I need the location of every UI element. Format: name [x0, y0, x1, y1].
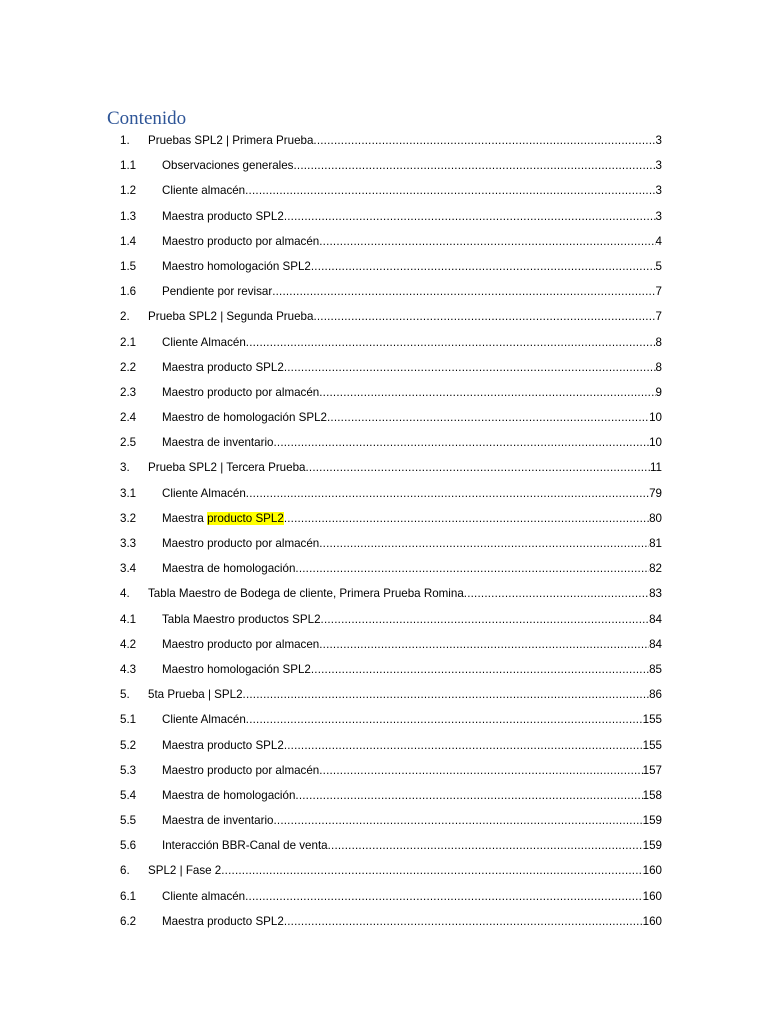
toc-entry[interactable]: [120, 455, 662, 480]
toc-entry-page-number: 155: [642, 738, 662, 752]
toc-entry-title: Maestro producto por almacén: [162, 763, 320, 777]
toc-entry-number: 4.: [120, 587, 130, 601]
toc-entry-number: 1.6: [120, 285, 137, 299]
toc-dot-leader: [319, 229, 655, 254]
toc-entry-title: [162, 506, 284, 531]
toc-entry-title: Tabla Maestro de Bodega de cliente, Primera Prueba Romina: [148, 587, 464, 601]
toc-entry-title: Maestro producto por almacén: [162, 537, 320, 550]
toc-entry-number: 3.1: [120, 486, 137, 500]
toc-entry[interactable]: [120, 304, 662, 329]
toc-entry-number: 5.4: [120, 788, 137, 802]
toc-entry-page-number: 79: [649, 486, 662, 500]
toc-entry-page-number: 7: [655, 285, 662, 299]
toc-entry[interactable]: [120, 632, 662, 657]
toc-entry-title: Cliente almacén: [162, 889, 246, 903]
toc-entry-number: 2.4: [120, 411, 137, 425]
toc-dot-leader: [293, 153, 655, 178]
toc-entry-title: Maestra de inventario: [162, 814, 274, 828]
toc-dot-leader: [284, 506, 649, 531]
toc-entry-page-number: 160: [642, 889, 662, 903]
toc-entry-title: Maestro homologación SPL2: [162, 259, 311, 273]
toc-entry-number: 2.2: [120, 360, 137, 374]
toc-dot-leader: [245, 884, 643, 909]
toc-entry-number: 2.3: [120, 385, 137, 399]
toc-entry-page-number: 81: [649, 537, 662, 550]
toc-entry-page-number: 5: [655, 259, 662, 273]
toc-dot-leader: [313, 304, 655, 329]
toc-dot-leader: [319, 531, 649, 556]
toc-entry-title: 5ta Prueba | SPL2: [148, 688, 243, 702]
toc-dot-leader: [284, 733, 643, 758]
toc-entry-page-number: 157: [642, 763, 662, 777]
toc-dot-leader: [295, 556, 649, 581]
toc-entry-title: Maestro producto por almacén: [162, 385, 320, 399]
toc-entry[interactable]: [120, 330, 662, 355]
toc-entry-title: Cliente almacén: [162, 184, 246, 198]
toc-entry-title: Interacción BBR-Canal de venta: [162, 839, 328, 853]
toc-entry-page-number: 10: [649, 436, 662, 450]
toc-entry[interactable]: [120, 783, 662, 808]
toc-entry-number: 5.5: [120, 814, 137, 828]
toc-entry-page-number: 8: [655, 360, 662, 374]
toc-entry-page-number: 10: [649, 411, 662, 425]
toc-entry-title: Observaciones generales: [162, 159, 294, 173]
toc-entry-title: Maestra producto SPL2: [162, 914, 284, 928]
toc-entry-page-number: 3: [655, 159, 662, 173]
toc-dot-leader: [319, 758, 642, 783]
highlighted-text: producto SPL2: [207, 511, 284, 525]
toc-entry-number: 5.2: [120, 738, 137, 752]
toc-entry[interactable]: [120, 733, 662, 758]
toc-entry[interactable]: [120, 884, 662, 909]
toc-entry-page-number: 3: [655, 209, 662, 223]
toc-entry-title: Maestra producto SPL2: [162, 738, 284, 752]
toc-entry-number: 3.4: [120, 562, 137, 576]
toc-entry[interactable]: [120, 178, 662, 203]
toc-entry[interactable]: [120, 607, 662, 632]
toc-dot-leader: [319, 632, 649, 657]
toc-dot-leader: [284, 355, 656, 380]
toc-entry[interactable]: [120, 682, 662, 707]
toc-dot-leader: [311, 254, 656, 279]
toc-entry-page-number: 3: [655, 134, 662, 147]
toc-dot-leader: [313, 128, 655, 153]
toc-entry-title: Maestra de homologación: [162, 562, 296, 576]
toc-entry-title: Cliente Almacén: [162, 713, 246, 727]
toc-entry[interactable]: [120, 531, 662, 556]
toc-entry-page-number: 4: [655, 234, 662, 248]
toc-entry-number: 3.3: [120, 537, 137, 550]
toc-entry-title-text: Maestra: [162, 511, 208, 525]
toc-entry-page-number: 86: [649, 688, 662, 702]
toc-entry[interactable]: [120, 858, 662, 883]
toc-entry-title: Pendiente por revisar: [162, 285, 273, 299]
toc-entry-number: 2.: [120, 310, 130, 324]
toc-entry-page-number: 11: [649, 461, 662, 475]
toc-dot-leader: [246, 707, 643, 732]
toc-entry-title: Tabla Maestro productos SPL2: [162, 612, 321, 626]
toc-entry-number: 6.2: [120, 914, 137, 928]
toc-dot-leader: [327, 405, 649, 430]
toc-entry[interactable]: [120, 405, 662, 430]
toc-dot-leader: [295, 783, 642, 808]
toc-entry-number: 5.1: [120, 713, 137, 727]
toc-entry-title: SPL2 | Fase 2: [148, 864, 222, 878]
toc-dot-leader: [246, 481, 649, 506]
toc-entry-title: Maestro producto por almacén: [162, 234, 320, 248]
toc-dot-leader: [305, 455, 649, 480]
toc-entry[interactable]: [120, 581, 662, 606]
toc-dot-leader: [284, 204, 656, 229]
toc-entry-title: Cliente Almacén: [162, 486, 246, 500]
toc-entry-page-number: 8: [655, 335, 662, 349]
toc-dot-leader: [272, 279, 655, 304]
toc-entry-number: 1.1: [120, 159, 137, 173]
toc-entry-page-number: 158: [642, 788, 662, 802]
toc-entry-number: 5.6: [120, 839, 137, 853]
toc-entry-page-number: 85: [649, 662, 662, 676]
toc-entry[interactable]: [120, 707, 662, 732]
toc-dot-leader: [274, 430, 650, 455]
toc-entry-page-number: 83: [649, 587, 662, 601]
toc-entry-number: 2.1: [120, 335, 137, 349]
toc-entry[interactable]: [120, 355, 662, 380]
toc-entry-number: 5.3: [120, 763, 137, 777]
toc-entry[interactable]: [120, 128, 662, 153]
toc-entry-title: Maestro de homologación SPL2: [162, 411, 327, 425]
toc-entry[interactable]: [120, 279, 662, 304]
toc-entry-title: Maestra de homologación: [162, 788, 296, 802]
toc-entry-title: Maestro homologación SPL2: [162, 662, 311, 676]
toc-entry-number: 1.2: [120, 184, 137, 198]
toc-entry-number: 5.: [120, 688, 130, 702]
toc-entry[interactable]: [120, 833, 662, 858]
toc-heading: Contenido: [107, 108, 187, 129]
toc-entry-page-number: 84: [649, 612, 662, 626]
toc-entry[interactable]: [120, 758, 662, 783]
toc-entry-number: 4.2: [120, 637, 137, 651]
toc-dot-leader: [321, 607, 650, 632]
toc-dot-leader: [319, 380, 655, 405]
toc-entry-title: Prueba SPL2 | Segunda Prueba: [148, 310, 314, 324]
toc-entry-page-number: 9: [655, 385, 662, 399]
toc-entry-number: 1.5: [120, 259, 137, 273]
toc-entry-page-number: 160: [642, 914, 662, 928]
toc-entry-page-number: 84: [649, 637, 662, 651]
toc-entry[interactable]: [120, 909, 662, 934]
toc-entry-page-number: 80: [649, 511, 662, 525]
toc-entry[interactable]: [120, 229, 662, 254]
toc-dot-leader: [221, 858, 642, 883]
toc-entry[interactable]: [120, 657, 662, 682]
toc-entry-number: 2.5: [120, 436, 137, 450]
toc-dot-leader: [284, 909, 643, 934]
toc-dot-leader: [243, 682, 650, 707]
toc-entry-page-number: 155: [642, 713, 662, 727]
toc-entry-number: 1.: [120, 134, 130, 147]
toc-dot-leader: [246, 330, 656, 355]
toc-entry-page-number: 160: [642, 864, 662, 878]
toc-entry[interactable]: [120, 506, 662, 531]
toc-entry-title: Maestra producto SPL2: [162, 360, 284, 374]
toc-entry-page-number: 82: [649, 562, 662, 576]
toc-entry[interactable]: [120, 808, 662, 833]
toc-entry[interactable]: [120, 430, 662, 455]
toc-entry-title: Maestra producto SPL2: [162, 209, 284, 223]
toc-dot-leader: [311, 657, 649, 682]
toc-dot-leader: [245, 178, 655, 203]
toc-entry-title: Prueba SPL2 | Tercera Prueba: [148, 461, 306, 475]
toc-entry-number: 6.1: [120, 889, 137, 903]
toc-entry-title: Pruebas SPL2 | Primera Prueba: [148, 134, 314, 147]
toc-dot-leader: [274, 808, 643, 833]
toc-entry[interactable]: [120, 481, 662, 506]
toc-entry[interactable]: [120, 254, 662, 279]
toc-entry-number: 3.2: [120, 511, 137, 525]
toc-entry-title: Maestro producto por almacen: [162, 637, 320, 651]
toc-entry[interactable]: [120, 153, 662, 178]
toc-entry[interactable]: [120, 380, 662, 405]
toc-entry-title: Maestra de inventario: [162, 436, 274, 450]
toc-entry-page-number: 159: [642, 814, 662, 828]
toc-entry-number: 1.4: [120, 234, 137, 248]
toc-entry-page-number: 7: [655, 310, 662, 324]
toc-entry-page-number: 3: [655, 184, 662, 198]
toc-entry-number: 3.: [120, 461, 130, 475]
toc-entry-page-number: 159: [642, 839, 662, 853]
toc-dot-leader: [328, 833, 643, 858]
toc-entry-number: 6.: [120, 864, 130, 878]
table-of-contents: [120, 128, 662, 934]
toc-entry-number: 4.1: [120, 612, 137, 626]
toc-dot-leader: [464, 581, 649, 606]
toc-entry-number: 4.3: [120, 662, 137, 676]
toc-entry-title: Cliente Almacén: [162, 335, 246, 349]
toc-entry-number: 1.3: [120, 209, 137, 223]
toc-entry[interactable]: [120, 204, 662, 229]
toc-entry[interactable]: [120, 556, 662, 581]
